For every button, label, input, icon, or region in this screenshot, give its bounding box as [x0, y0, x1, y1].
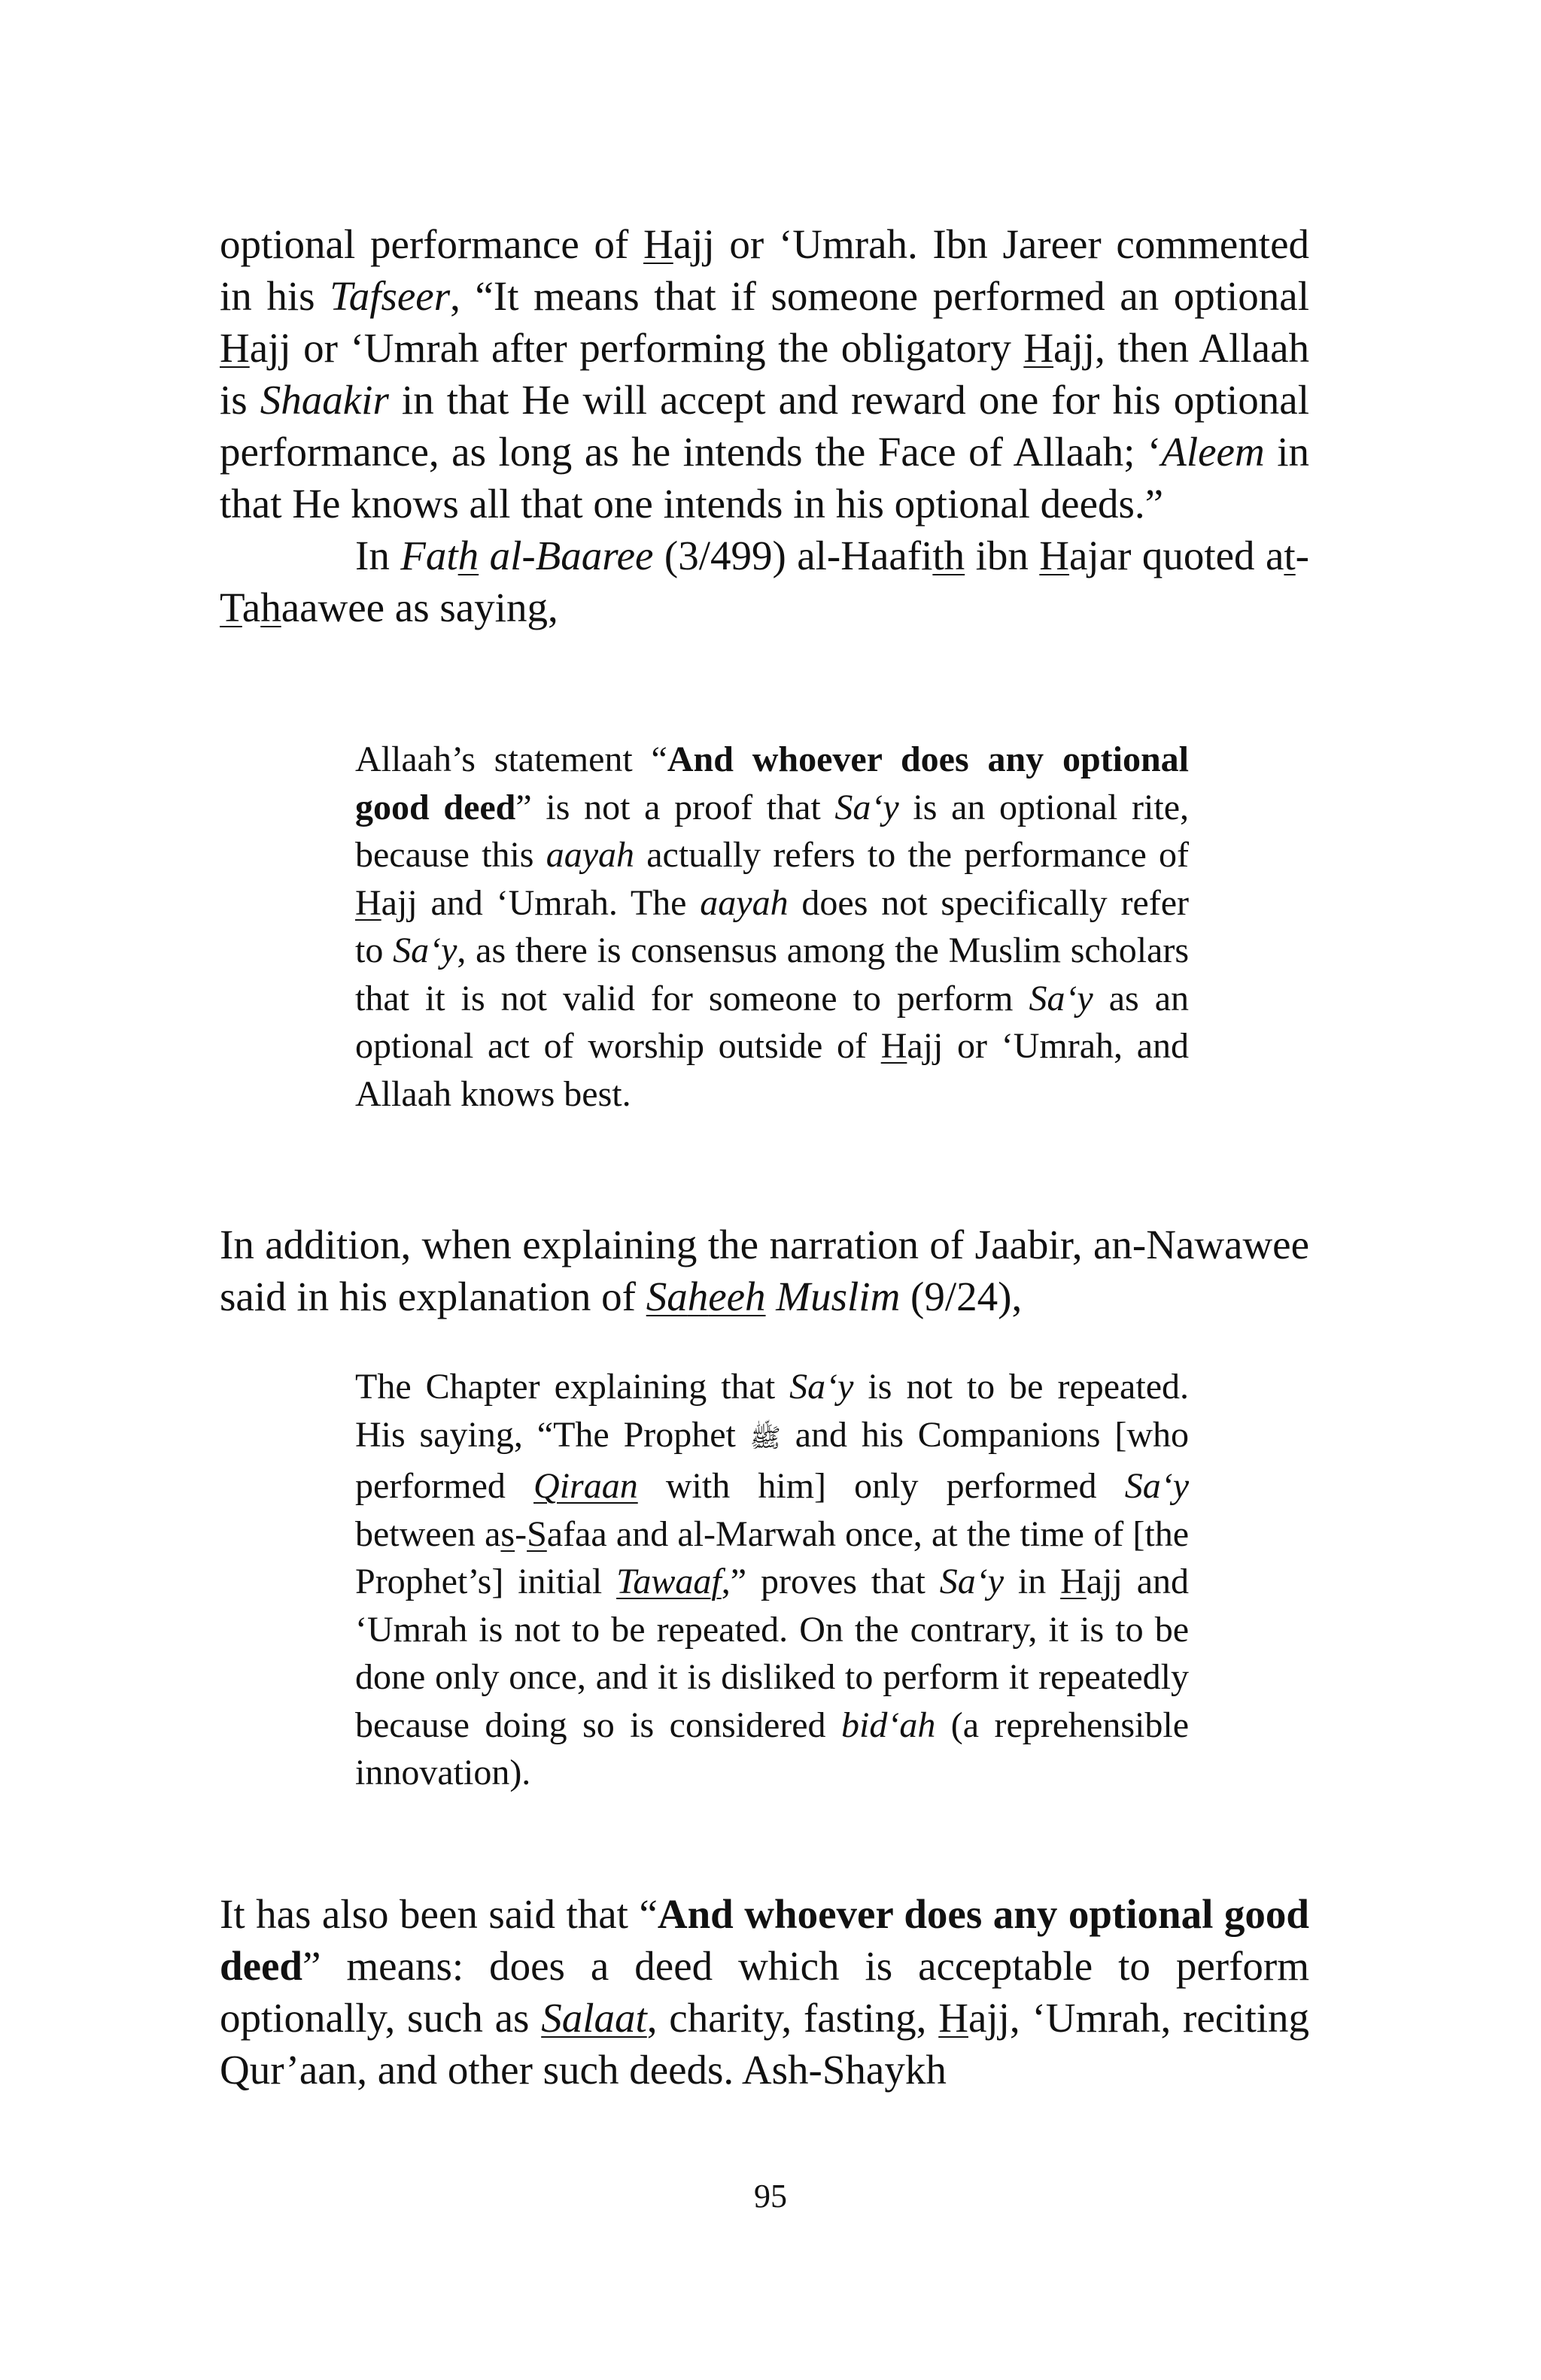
quote-text: [355, 1363, 1189, 1797]
text-run: is an optional rite, because this: [355, 787, 1190, 875]
text-run: actually refers to the performance of: [634, 835, 1189, 875]
quote-text: [355, 736, 1189, 1118]
text-run: Allaah’s statement “: [355, 739, 667, 779]
text-run: a: [242, 584, 261, 630]
text-run: (3/499) al-Haafi: [653, 533, 933, 578]
italic-term-say: Sa‘y: [393, 930, 457, 970]
underlined-letter: T: [220, 584, 242, 630]
underlined-letter: h: [687, 1273, 709, 1319]
text-run: ajj and ‘Umrah is not to be repeated. On the contrary, it is to be done only once, and it is disliked to perform it repeatedly because doing so is considered: [355, 1562, 1189, 1745]
paragraph-text: [220, 1219, 1309, 1322]
italic-title-saheeh-muslim: [646, 1273, 901, 1319]
italic-term-aayah: aayah: [546, 835, 635, 875]
underlined-letters: ee: [708, 1273, 746, 1319]
italic-term-tawaaf: Tawaaf: [616, 1562, 722, 1601]
text-run: ajj or ‘Umrah. Ibn Jareer commented in his: [220, 221, 1309, 319]
text-run: Fat: [400, 533, 458, 578]
text-run: ajj, then Allaah is: [220, 325, 1309, 423]
paragraph-optional-deeds: [220, 1888, 1309, 2096]
italic-title-fath: [400, 533, 653, 578]
text-run: Muslim: [765, 1273, 901, 1319]
text-run: ” means: does a deed which is acceptable to perform optionally, such as: [220, 1943, 1309, 2041]
paragraph-ibn-jareer: [220, 218, 1309, 633]
italic-term-aayah: aayah: [700, 882, 789, 923]
underlined-letter: h: [457, 533, 479, 578]
text-run: afaa and al-Marwah once, at the time of [the Prophet’s] initial: [355, 1513, 1189, 1601]
underlined-letter: H: [355, 882, 381, 923]
text-run: -: [515, 1513, 527, 1554]
paragraph-text: [220, 218, 1309, 530]
underlined-letter: S: [527, 1513, 547, 1554]
page-number: 95: [754, 2178, 787, 2215]
italic-term-say: Sa‘y: [834, 787, 899, 827]
italic-term-say: Sa‘y: [939, 1562, 1004, 1601]
text-run: (9/24),: [900, 1273, 1023, 1319]
underlined-letter: s: [500, 1513, 515, 1554]
text-run: is not to be repeated. His saying, “The Prophet: [355, 1367, 1189, 1455]
text-run: aawee as saying,: [281, 584, 558, 630]
block-quote-nawawee: [355, 1363, 1189, 1797]
italic-term-say: Sa‘y: [789, 1367, 854, 1407]
italic-term-aleem: Aleem: [1161, 429, 1265, 475]
italic-term-say: Sa‘y: [1029, 978, 1093, 1018]
underlined-letter: H: [1039, 533, 1070, 578]
italic-term-salaat: Salaat: [541, 1995, 647, 2041]
underlined-letter: t: [1284, 533, 1296, 578]
bold-verse: And whoever does any optional good deed: [355, 739, 1189, 827]
block-quote-tahaawee: [355, 736, 1189, 1118]
text-run: ajar quoted a: [1069, 533, 1284, 578]
underlined-letter: H: [880, 1026, 907, 1066]
text-run: in that He will accept and reward one for his optional performance, as long as he intends the Face of Allaah; ‘: [220, 377, 1309, 475]
text-run: , as there is consensus among the Muslim scholars that it is not valid for someone to perform: [355, 930, 1190, 1018]
text-run: in that He knows all that one intends in his optional deeds.”: [220, 429, 1309, 527]
text-run: -: [1295, 533, 1309, 578]
text-run: ajj or ‘Umrah after performing the obligatory: [249, 325, 1024, 371]
italic-term-say: Sa‘y: [1124, 1466, 1189, 1506]
paragraph-nawawee: [220, 1219, 1309, 1322]
underlined-letter: H: [1023, 325, 1054, 371]
text-run: It has also been said that “: [220, 1891, 658, 1937]
underlined-letter: H: [643, 221, 673, 267]
underlined-letter: H: [220, 325, 250, 371]
text-run: between a: [355, 1513, 501, 1554]
text-run: (a reprehensible innovation).: [355, 1705, 1190, 1793]
text-run: ,” proves that: [721, 1562, 940, 1601]
text-run: optional performance of: [220, 221, 644, 267]
italic-term-tafseer: Tafseer: [330, 273, 451, 319]
text-run: In addition, when explaining the narration of Jaabir, an-Nawawee said in his explanation of: [220, 1222, 1309, 1319]
text-run: ajj and ‘Umrah. The: [381, 882, 701, 923]
text-run: as an optional act of worship outside of: [355, 978, 1190, 1066]
underlined-letters: Sa: [646, 1273, 688, 1319]
text-run: al-Baaree: [479, 533, 654, 578]
text-run: ajj, ‘Umrah, reciting Qur’aan, and other such deeds. Ash-Shaykh: [220, 1995, 1310, 2093]
text-run: ” is not a proof that: [515, 787, 835, 827]
text-run: with him] only performed: [637, 1466, 1125, 1506]
text-run: in: [1004, 1562, 1061, 1601]
italic-term-bidah: bid‘ah: [841, 1705, 936, 1745]
text-run: ibn: [965, 533, 1040, 578]
text-run: does not specifically refer to: [355, 882, 1189, 970]
underlined-letter: th: [932, 533, 965, 578]
text-run: and his Companions [who performed: [355, 1414, 1189, 1506]
underlined-letter: H: [938, 1995, 968, 2041]
underlined-letter: H: [1060, 1562, 1087, 1601]
italic-term-shaakir: Shaakir: [260, 377, 389, 423]
text-run: In: [355, 533, 401, 578]
paragraph-text: [220, 1888, 1309, 2096]
underlined-letter: h: [260, 584, 281, 630]
paragraph-fath-al-baaree: [220, 530, 1309, 633]
underlined-letter: h: [745, 1273, 766, 1319]
text-run: ajj or ‘Umrah, and Allaah knows best.: [355, 1026, 1189, 1114]
text-run: , charity, fasting,: [646, 1995, 939, 2041]
text-run: The Chapter explaining that: [355, 1367, 790, 1407]
bold-verse: And whoever does any optional good deed: [220, 1891, 1309, 1989]
salutation-glyph: ﷺ: [749, 1422, 781, 1453]
italic-term-qiraan: Qiraan: [533, 1466, 638, 1506]
text-run: , “It means that if someone performed an optional: [450, 273, 1309, 319]
